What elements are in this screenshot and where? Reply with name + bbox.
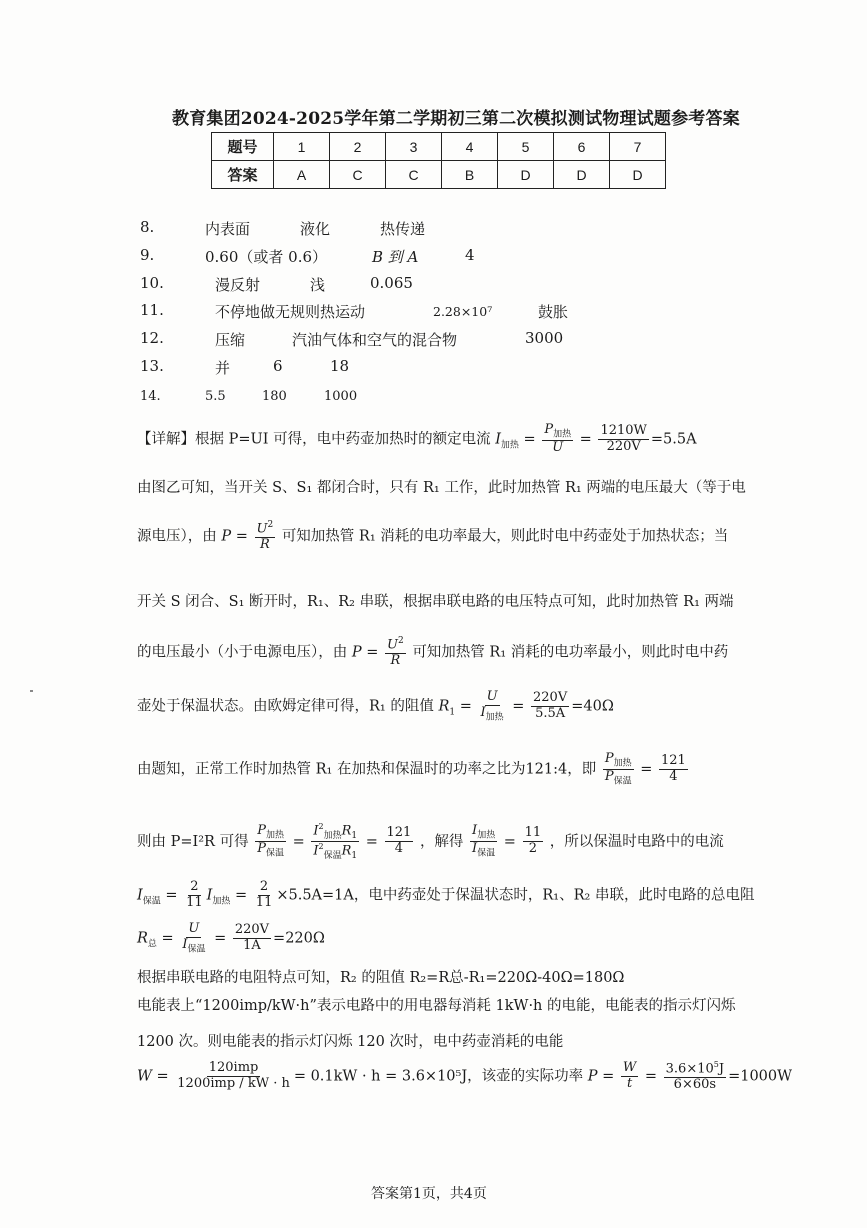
table-cell: 5: [498, 133, 554, 161]
explanation-text: 壶处于保温状态。由欧姆定律可得，R₁ 的阻值: [137, 698, 434, 715]
formula-fraction: $\frac{U^2}{R}$: [387, 636, 404, 669]
explanation-line-11: 根据串联电路的电阻特点可知，R₂ 的阻值 R₂=R总-R₁=220Ω-40Ω=180Ω: [137, 970, 625, 986]
answer-part: 并: [215, 359, 231, 377]
table-cell: 2: [330, 133, 386, 161]
formula-fraction: $\frac{1210W}{220V}$: [600, 423, 647, 454]
table-cell: B: [442, 161, 498, 189]
explanation-text: 可知加热管 R₁ 消耗的电功率最小，则此时电中药: [412, 644, 729, 661]
question-number: 8.: [140, 218, 155, 236]
explanation-text: 【详解】根据 P=UI 可得，电中药壶加热时的额定电流: [137, 431, 491, 448]
table-row: [212, 161, 666, 189]
table-cell: D: [554, 161, 610, 189]
formula-fraction: $\frac{P_{加热}}{U}$: [544, 422, 572, 455]
explanation-line-13: 1200 次。则电能表的指示灯闪烁 120 次时，电中药壶消耗的电能: [137, 1034, 564, 1050]
answer-part: B 到 A: [372, 248, 419, 266]
explanation-line-14: W = $\frac{\text{120imp}}{\text{1200imp / kW · h}}$ = 0.1kW · h = 3.6×10⁵J，该壶的实际功率 P = $\frac{W}{t}$ = $\frac{3.6\times 10^5J}{6\times 60s}$ =1000W: [137, 1060, 793, 1093]
answer-part: 0.60（或者 0.6）: [205, 248, 328, 266]
explanation-line-8: 则由 P=I²R 可得 $\frac{P_{加热}}{P_{保温}}$ = $\frac{I^2_{加热}R_1}{I^2_{保温}R_1}$ = $\frac{121}{4}$ ，解得 $\frac{I_{加热}}{I_{保温}}$ = $\frac{11}{2}$ ，所以保温时电路中的电流: [137, 822, 724, 862]
explanation-line-12: 电能表上“1200imp/kW·h”表示电路中的用电器每消耗 1kW·h 的电能，电能表的指示灯闪烁: [137, 998, 736, 1014]
explanation-text: ，所以保温时电路中的电流: [549, 833, 724, 850]
answer-part: 6: [273, 357, 283, 375]
formula-fraction: $\frac{220V}{5.5A}$: [533, 690, 568, 721]
table-header-cell: 题号: [212, 133, 274, 161]
explanation-text: 则由 P=I²R 可得: [137, 833, 249, 850]
answer-part: 压缩: [215, 331, 246, 349]
answer-part: 18: [330, 357, 350, 375]
answer-table: [211, 132, 666, 189]
explanation-text: 由题知，正常工作时加热管 R₁ 在加热和保温时的功率之比为121:4，即: [137, 761, 597, 778]
explanation-line-10: $R_总$ = $\frac{U}{I_{保温}}$ = $\frac{220V}{1A}$ =220Ω: [137, 921, 325, 955]
answer-part: 浅: [310, 276, 326, 294]
formula-fraction: $\frac{I^2_{加热}R_1}{I^2_{保温}R_1}$: [313, 822, 358, 862]
question-number: 9.: [140, 246, 155, 264]
answer-part: 液化: [300, 220, 331, 238]
formula-fraction: $\frac{2}{11}$: [255, 879, 273, 910]
formula-fraction: $\frac{P_{加热}}{P_{保温}}$: [604, 751, 632, 787]
table-cell: 4: [442, 133, 498, 161]
question-number: 13.: [140, 357, 164, 375]
question-number: 12.: [140, 329, 164, 347]
explanation-text: 可知加热管 R₁ 消耗的电功率最大，则此时电中药壶处于加热状态；当: [281, 528, 729, 545]
explanation-line-6: 壶处于保温状态。由欧姆定律可得，R₁ 的阻值 $R_1$ = $\frac{U}{I_{加热}}$ = $\frac{220V}{5.5A}$ =40Ω: [137, 689, 614, 723]
answer-part: 汽油气体和空气的混合物: [292, 331, 458, 349]
table-cell: C: [386, 161, 442, 189]
explanation-line-2: 由图乙可知，当开关 S、S₁ 都闭合时，只有 R₁ 工作，此时加热管 R₁ 两端的电压最大（等于电: [137, 480, 746, 496]
table-cell: 7: [610, 133, 666, 161]
explanation-text: 的电压最小（小于电源电压），由: [137, 644, 348, 661]
formula-fraction: $\frac{11}{2}$: [524, 825, 542, 857]
scan-mark: [30, 690, 33, 692]
explanation-line-1: 【详解】根据 P=UI 可得，电中药壶加热时的额定电流 $I_{加热}$ = $\frac{P_{加热}}{U}$ = $\frac{1210W}{220V}$ =5.5A: [137, 422, 697, 455]
table-cell: D: [498, 161, 554, 189]
table-cell: A: [274, 161, 330, 189]
table-header-cell: 答案: [212, 161, 274, 189]
table-cell: 1: [274, 133, 330, 161]
answer-part: 180: [262, 389, 287, 404]
explanation-text: = 0.1kW · h = 3.6×10⁵J，该壶的实际功率: [293, 1068, 584, 1085]
answer-part: 漫反射: [215, 276, 261, 294]
answer-part: 0.065: [370, 274, 413, 292]
formula-fraction: $\frac{2}{11}$: [186, 879, 203, 910]
page-footer: 答案第1页，共4页: [371, 1186, 487, 1202]
explanation-text: =1000W: [728, 1068, 793, 1085]
answer-part: 不停地做无规则热运动: [215, 303, 366, 321]
explanation-line-7: 由题知，正常工作时加热管 R₁ 在加热和保温时的功率之比为121:4，即 $\frac{P_{加热}}{P_{保温}}$ = $\frac{121}{4}$: [137, 751, 686, 787]
formula-fraction: $\frac{121}{4}$: [386, 825, 412, 857]
explanation-line-4: 开关 S 闭合、S₁ 断开时，R₁、R₂ 串联，根据串联电路的电压特点可知，此时加热管 R₁ 两端: [137, 594, 734, 610]
explanation-text: =1A，电中药壶处于保温状态时，R₁、R₂ 串联，此时电路的总电阻: [322, 887, 755, 904]
explanation-text: ，解得: [419, 833, 464, 850]
formula-fraction: $\frac{220V}{1A}$: [234, 922, 270, 953]
explanation-text: =40Ω: [571, 698, 614, 715]
answer-part: 5.5: [205, 389, 226, 404]
explanation-text: 源电压），由: [137, 528, 217, 545]
table-cell: D: [610, 161, 666, 189]
explanation-line-3: 源电压），由 P = $\frac{U^2}{R}$ 可知加热管 R₁ 消耗的电功率最大，则此时电中药壶处于加热状态；当: [137, 520, 729, 553]
answer-part: 1000: [324, 389, 358, 404]
table-cell: 6: [554, 133, 610, 161]
table-cell: 3: [386, 133, 442, 161]
formula-fraction: $\frac{\text{120imp}}{\text{1200imp / kW · h}}$: [177, 1060, 290, 1092]
answer-part: 内表面: [205, 220, 251, 238]
page-title: 教育集团2024-2025学年第二学期初三第二次模拟测试物理试题参考答案: [172, 109, 740, 129]
explanation-text: =220Ω: [273, 930, 325, 947]
formula-fraction: $\frac{I_{加热}}{I_{保温}}$: [472, 823, 496, 859]
answer-part: 热传递: [380, 220, 426, 238]
formula-fraction: $\frac{3.6\times 10^5J}{6\times 60s}$: [665, 1060, 725, 1093]
formula-fraction: $\frac{U^2}{R}$: [256, 520, 274, 553]
answer-part: 鼓胀: [538, 303, 569, 321]
formula-fraction: $\frac{P_{加热}}{P_{保温}}$: [257, 823, 284, 859]
question-number: 10.: [140, 274, 164, 292]
table-cell: C: [330, 161, 386, 189]
table-row: [212, 133, 666, 161]
explanation-line-5: 的电压最小（小于电源电压），由 P = $\frac{U^2}{R}$ 可知加热管 R₁ 消耗的电功率最小，则此时电中药: [137, 636, 729, 669]
answer-part: 4: [465, 246, 475, 264]
answer-part: 2.28×10⁷: [433, 304, 493, 319]
formula-fraction: $\frac{121}{4}$: [660, 753, 686, 784]
question-number: 14.: [140, 389, 161, 404]
formula-fraction: $\frac{U}{I_{保温}}$: [182, 921, 206, 955]
question-number: 11.: [140, 301, 164, 319]
explanation-text: =5.5A: [650, 431, 697, 448]
answer-part: 3000: [525, 329, 564, 347]
explanation-line-9: $I_{保温}$ = $\frac{2}{11}$ $I_{加热}$ = $\frac{2}{11}$ ×5.5A=1A，电中药壶处于保温状态时，R₁、R₂ 串联，此时电路的总电阻: [137, 879, 755, 910]
formula-fraction: $\frac{U}{I_{加热}}$: [480, 689, 504, 723]
formula-fraction: $\frac{W}{t}$: [622, 1060, 637, 1092]
